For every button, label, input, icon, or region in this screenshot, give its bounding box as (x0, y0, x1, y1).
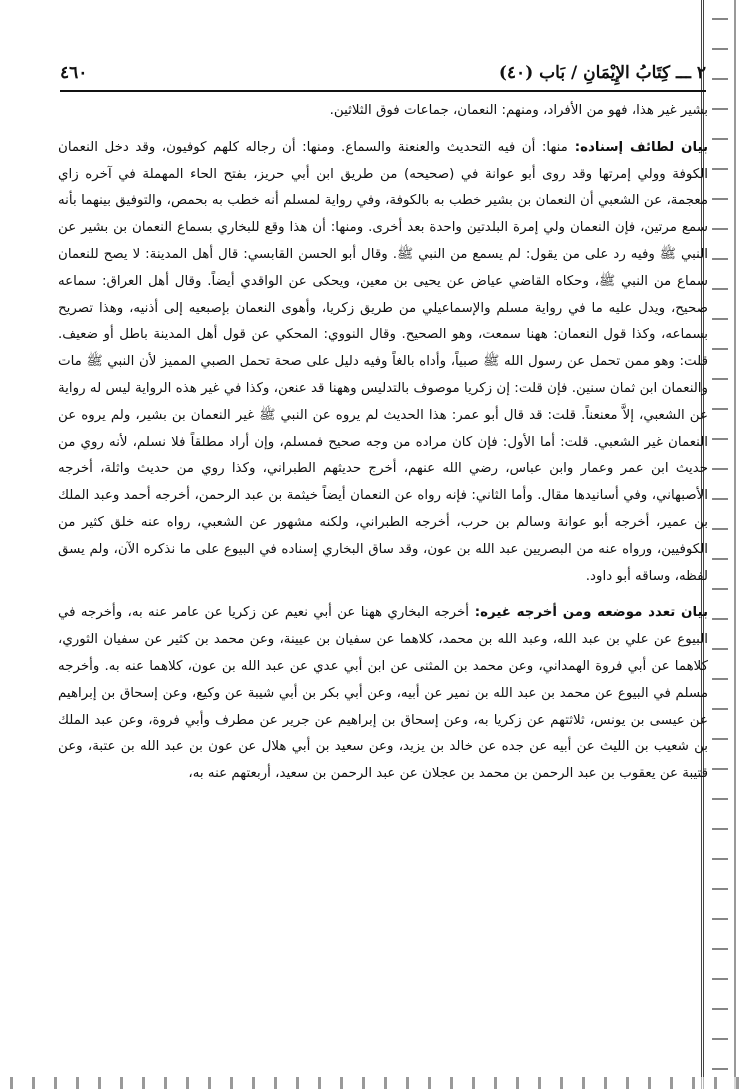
paragraph-heading: بيان تعدد موضعه ومن أخرجه غيره: (469, 605, 708, 621)
running-title: ٢ ـــ كِتَابُ الإِيْمَانِ / بَاب (٤٠) (498, 63, 706, 83)
page-number: ٤٦٠ (60, 63, 88, 83)
page-edge-decoration (701, 0, 750, 1089)
paragraph-text: أخرجه البخاري ههنا عن أبي نعيم عن زكريا عن عامر عنه به، وأخرجه في البيوع عن علي بن عبد الله، وعبد الله بن محمد، كلاهما عن سفيان بن عيينة، وعن محمد بن كثير عن سفيان الثوري، كلاهما عن أبي فروة الهمداني، وعن محمد بن المثنى عن ابن أبي عدي عن عبد الله بن عون، كلاهما عنه به. وأخرجه مسلم في البيوع عن محمد بن عبد الله بن نمير عن أبيه، وعن أبي بكر بن أبي شيبة عن وكيع، وعن إسحاق بن إبراهيم عن عيسى بن يونس، ثلاثتهم عن زكريا به، وعن إسحاق بن إبراهيم عن جرير عن مطرف وأبي فروة، وعن عبد الملك بن شعيب بن الليث عن أبيه عن جده عن خالد بن يزيد، وعن سعيد بن أبي هلال عن عون بن عبد الله بن عتبة، وعن قتيبة عن يعقوب بن عبد الرحمن بن محمد بن عجلان عن عبد الرحمن بن سعيد، أربعتهم عنه به، (58, 605, 708, 782)
paragraph-text: بشير غير هذا، فهو من الأفراد، ومنهم: النعمان، جماعات فوق الثلاثين. (329, 103, 708, 118)
paragraph-isnad-subtleties (58, 135, 708, 591)
paragraph-intro (58, 98, 708, 125)
page-body (58, 98, 708, 1068)
paragraph-narrations (58, 600, 708, 788)
page-bottom-border (0, 1077, 750, 1089)
paragraph-heading: بيان لطائف إسناده: (567, 139, 708, 155)
page-header (60, 56, 706, 92)
paragraph-text: منها: أن فيه التحديث والعنعنة والسماع. ومنها: أن رجاله كلهم كوفيون، وقد دخل النعمان الكوفة وولي إمرتها وقد روى أبو عوانة في (صحيحه) من طريق ابن أبي حريز، بفتح الحاء المهملة في آخره زاي معجمة، عن الشعبي أن النعمان بن بشير خطب به بالكوفة، وفي رواية لمسلم أنه خطب به بحمص، والتوفيق بينهما بأنه سمع مرتين، فإن النعمان ولي إمرة البلدتين واحدة بعد أخرى. ومنها: أن هذا وقع للبخاري بسماع النعمان بن بشير عن النبي ﷺ وفيه رد على من يقول: لم يسمع من النبي ﷺ. وقال أبو الحسن القابسي: قال أهل المدينة: لا يصح للنعمان سماع من النبي ﷺ، وحكاه القاضي عياض عن يحيى بن معين، ويحكى عن الواقدي أيضاً. وقال أهل العراق: سماعه صحيح، ويدل عليه ما في رواية مسلم والإسماعيلي من طريق زكريا، وأهوى النعمان بإصبعيه إلى أذنيه، وهذا تصريح بسماعه، وكذا قول النعمان: ههنا سمعت، وهو الصحيح. وقال النووي: المحكي عن قول أهل المدينة باطل أو ضعيف. قلت: وهو ممن تحمل عن رسول الله ﷺ صبياً، وأداه بالغاً وفيه دليل على صحة تحمل الصبي المميز لأن النبي ﷺ مات والنعمان ابن ثمان سنين. فإن قلت: إن زكريا موصوف بالتدليس وههنا قد عنعن، وكذا في غير هذه الرواية ليس له رواية عن الشعبي، إلاَّ معنعناً. قلت: قد قال أبو عمر: هذا الحديث لم يروه عن النبي ﷺ غير النعمان بن بشير، ولم يروه عن النعمان غير الشعبي. قلت: أما الأول: فإن كان مراده من وجه صحيح فمسلم، وإن أراد مطلقاً فلا نسلم، لأنه روي من حديث ابن عمر وعمار وابن عباس، رضي الله عنهم، أخرج حديثهم الطبراني، وكذا روي من حديث واثلة، أخرجه الأصبهاني، وفي أسانيدها مقال. وأما الثاني: فإنه رواه عن النعمان أيضاً خيثمة بن عبد الرحمن، أخرجه أحمد وعبد الملك بن عمير، أخرجه أبو عوانة وسالم بن حرب، أخرجه الطبراني، ولكنه مشهور عن الشعبي، رواه عنه خلق كثير من الكوفيين، ورواه عنه من البصريين عبد الله بن عون، وقد ساق البخاري إسناده في البيوع على ما نذكره الآن، ولم يسق لفظه، وساقه أبو داود. (58, 139, 708, 584)
